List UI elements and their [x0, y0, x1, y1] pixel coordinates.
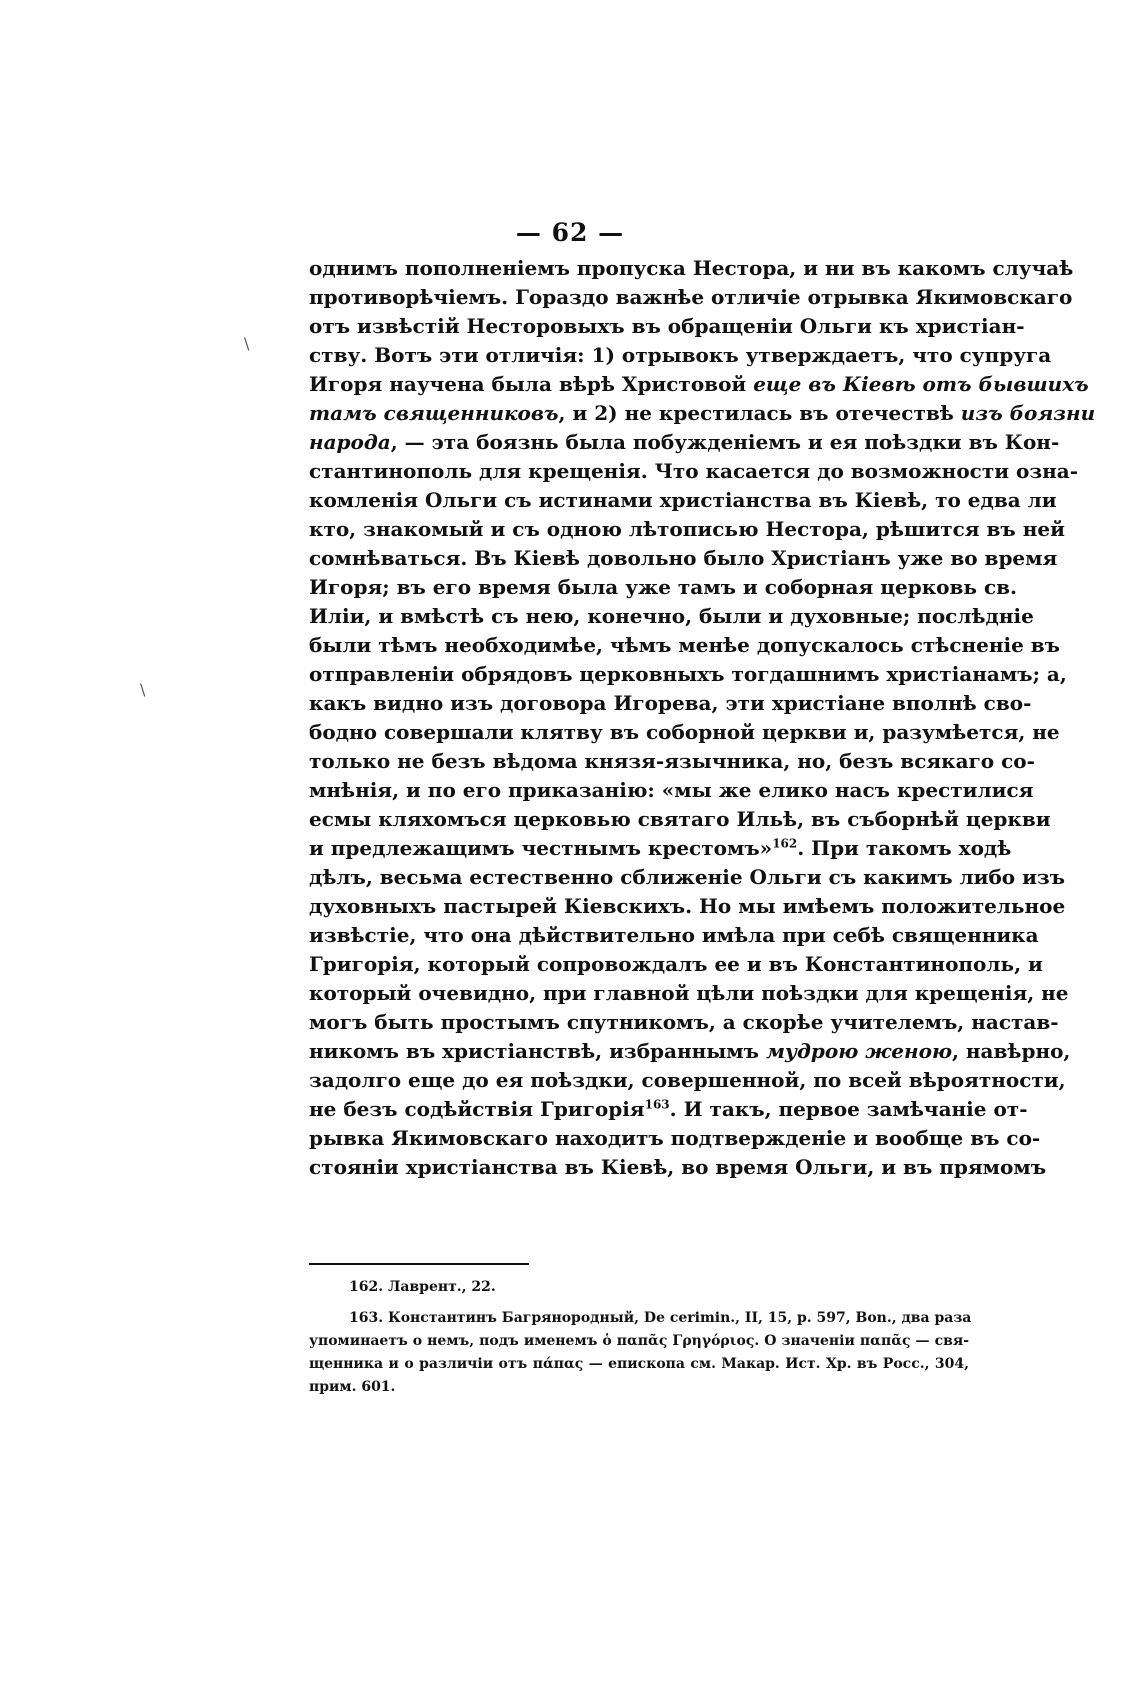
text-line — [309, 370, 1089, 399]
text-run: есмы кляхомъся церковью святаго Ильѣ, въ съборнѣй церкви — [309, 807, 1051, 831]
text-run: , и 2) не крестилась въ отечествѣ — [558, 401, 961, 425]
text-run: и предлежащимъ честнымъ крестомъ» — [309, 836, 773, 860]
text-line — [309, 428, 1060, 457]
text-line — [309, 1066, 1066, 1095]
text-line — [309, 863, 1066, 892]
text-line — [309, 979, 1069, 1008]
text-run: стантинополь для крещенія. Что касается до возможности озна- — [309, 459, 1079, 483]
text-run: отъ извѣстій Несторовыхъ въ обращеніи Ольги къ христіан- — [309, 314, 1025, 338]
text-run: Иліи, и вмѣстѣ съ нею, конечно, были и духовные; послѣдніе — [309, 604, 1034, 628]
text-line — [309, 399, 1096, 428]
text-run: кто, знакомый и съ одною лѣтописью Нестора, рѣшится въ ней — [309, 517, 1065, 541]
text-run: . И такъ, первое замѣчаніе от- — [669, 1097, 1028, 1121]
text-run: . При такомъ ходѣ — [797, 836, 1012, 860]
italic-phrase: еще въ Кіевѣ отъ бывшихъ — [753, 372, 1089, 396]
margin-mark: \ — [244, 334, 250, 353]
text-line — [309, 950, 1043, 979]
footnote-163-line: 163. Константинъ Багрянородный, De cerimin., II, 15, p. 597, Bon., два раза — [349, 1310, 972, 1326]
text-line — [309, 312, 1025, 341]
italic-phrase: тамъ священниковъ — [309, 401, 559, 425]
text-run: ству. Вотъ эти отличія: 1) отрывокъ утверждаетъ, что супруга — [309, 343, 1052, 367]
text-run: комленія Ольги съ истинами христіанства въ Кіевѣ, то едва ли — [309, 488, 1057, 512]
italic-phrase: мудрою женою — [765, 1039, 952, 1063]
footnote-163-line: прим. 601. — [309, 1379, 396, 1395]
footnote-rule — [309, 1263, 529, 1265]
text-line — [309, 660, 1067, 689]
text-line — [309, 1037, 1071, 1066]
text-line — [309, 747, 1035, 776]
text-run: задолго еще до ея поѣздки, совершенной, по всей вѣроятности, — [309, 1068, 1066, 1092]
text-run: могъ быть простымъ спутникомъ, а скорѣе учителемъ, настав- — [309, 1010, 1059, 1034]
text-line — [309, 544, 1058, 573]
text-run: какъ видно изъ договора Игорева, эти христіане вполнѣ сво- — [309, 691, 1032, 715]
text-line — [309, 341, 1052, 370]
text-run: дѣлъ, весьма естественно сближеніе Ольги съ какимъ либо изъ — [309, 865, 1066, 889]
text-run: не безъ содѣйствія Григорія — [309, 1097, 645, 1121]
text-run: однимъ пополненіемъ пропуска Нестора, и ни въ какомъ случаѣ — [309, 256, 1074, 280]
text-run: отправленіи обрядовъ церковныхъ тогдашнимъ христіанамъ; а, — [309, 662, 1067, 686]
text-run: противорѣчіемъ. Гораздо важнѣе отличіе отрывка Якимовскаго — [309, 285, 1073, 309]
text-line — [309, 1124, 1041, 1153]
footnote-163-line: упоминаетъ о немъ, подъ именемъ ὁ παπᾶς Γρηγόριος. О значеніи παπᾶς — свя- — [309, 1333, 969, 1349]
text-run: , навѣрно, — [951, 1039, 1071, 1063]
text-line — [309, 1008, 1059, 1037]
text-run: Игоря; въ его время была уже тамъ и соборная церковь св. — [309, 575, 1017, 599]
italic-phrase: изъ боязни — [960, 401, 1096, 425]
text-run: никомъ въ христіанствѣ, избраннымъ — [309, 1039, 766, 1063]
text-run: были тѣмъ необходимѣе, чѣмъ менѣе допускалось стѣсненіе въ — [309, 633, 1061, 657]
footnote-ref: 163 — [644, 1097, 670, 1112]
text-run: рывка Якимовскаго находитъ подтвержденіе и вообще въ со- — [309, 1126, 1041, 1150]
text-run: сомнѣваться. Въ Кіевѣ довольно было Христіанъ уже во время — [309, 546, 1058, 570]
text-line — [309, 457, 1079, 486]
text-line — [309, 1095, 1028, 1124]
text-line — [309, 283, 1073, 312]
text-run: извѣстіе, что она дѣйствительно имѣла при себѣ священника — [309, 923, 1039, 947]
text-line — [309, 573, 1017, 602]
page-number: — 62 — — [515, 218, 625, 247]
text-line — [309, 805, 1051, 834]
text-run: который очевидно, при главной цѣли поѣздки для крещенія, не — [309, 981, 1069, 1005]
text-run: мнѣнія, и по его приказанію: «мы же елико насъ крестилися — [309, 778, 1034, 802]
text-line — [309, 486, 1057, 515]
text-line — [309, 631, 1061, 660]
text-run: Игоря научена была вѣрѣ Христовой — [309, 372, 754, 396]
text-run: духовныхъ пастырей Кіевскихъ. Но мы имѣемъ положительное — [309, 894, 1066, 918]
text-line — [309, 602, 1034, 631]
text-line — [309, 776, 1034, 805]
text-run: Григорія, который сопровождалъ ее и въ Константинополь, и — [309, 952, 1043, 976]
footnotes — [309, 1276, 972, 1399]
footnote-162: 162. Лаврент., 22. — [349, 1279, 496, 1295]
footnote-163-line: щенника и о различіи отъ πάπας — епископа см. Макар. Ист. Хр. въ Росс., 304, — [309, 1356, 969, 1372]
text-run: стояніи христіанства въ Кіевѣ, во время Ольги, и въ прямомъ — [309, 1155, 1047, 1179]
italic-phrase: народа — [309, 430, 391, 454]
text-line — [309, 834, 1012, 863]
text-line — [309, 892, 1066, 921]
text-line — [309, 254, 1074, 283]
text-run: бодно совершали клятву въ соборной церкви и, разумѣется, не — [309, 720, 1060, 744]
footnote-ref: 162 — [772, 836, 798, 851]
main-text — [309, 254, 1096, 1182]
text-line — [309, 515, 1065, 544]
text-run: только не безъ вѣдома князя-язычника, но, безъ всякаго со- — [309, 749, 1035, 773]
text-run: , — эта боязнь была побужденіемъ и ея поѣздки въ Кон- — [390, 430, 1060, 454]
text-line — [309, 921, 1039, 950]
text-line — [309, 718, 1060, 747]
margin-mark: \ — [140, 680, 146, 699]
text-line — [309, 689, 1032, 718]
text-line — [309, 1153, 1047, 1182]
